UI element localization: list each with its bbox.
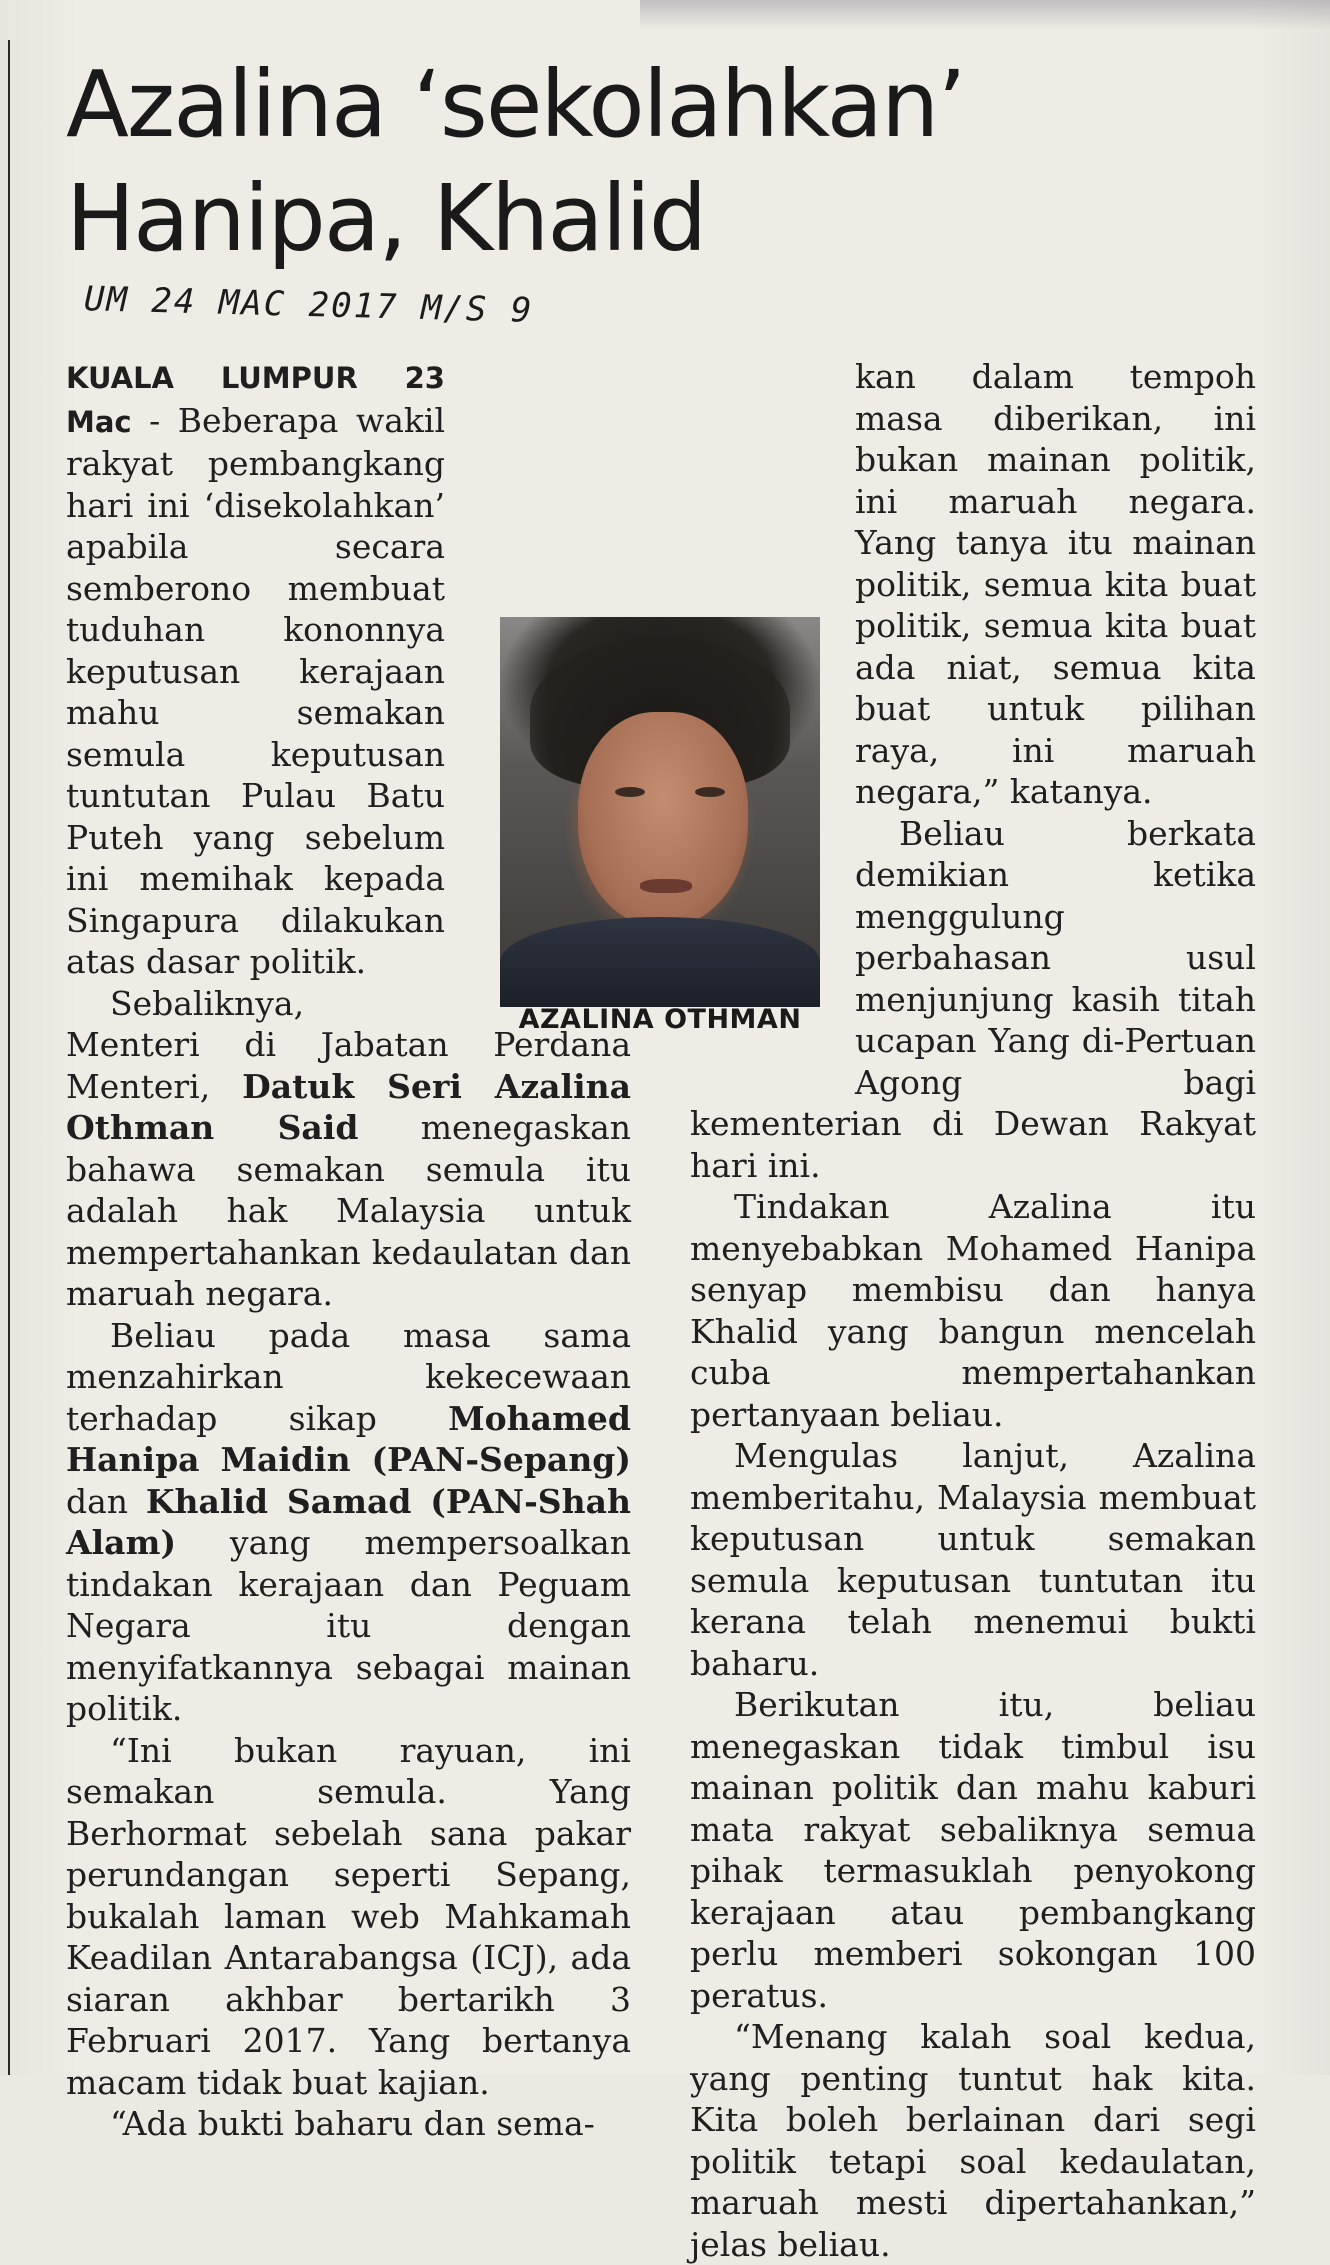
adjacent-page-bleed	[640, 0, 1330, 30]
photo-mouth	[640, 879, 692, 893]
photo-caption: AZALINA OTHMAN	[518, 1004, 802, 1035]
paragraph-6: Beliau berkata demikian ketika menggulung perbahasan usul menjunjung kasih titah ucapan Yang di-Pertuan Agong bagi kementerian di Dewan Rakyat hari ini.	[690, 813, 1256, 1185]
person-name-hanipa: Mohamed Hanipa Maidin (PAN-Sepang)	[66, 1398, 631, 1479]
paragraph-9: Berikutan itu, beliau menegaskan tidak timbul isu mainan politik dan mahu kaburi mata rakyat sebaliknya semua pihak termasuklah penyokong kerajaan atau pembangkang perlu memberi sokongan 100 peratus.	[690, 1685, 1256, 2015]
paragraph-5-start: “Ada bukti baharu dan sema-	[110, 2104, 595, 2143]
photo-face	[578, 712, 748, 927]
headline	[66, 48, 1066, 276]
headline-line-1: Azalina ‘sekolahkan’	[66, 51, 965, 158]
paragraph-3: Beliau pada masa sama menzahirkan kekecewaan terhadap sikap Mohamed Hanipa Maidin (PAN-Sepang) dan Khalid Samad (PAN-Shah Alam) yang mempersoalkan tindakan kerajaan dan Peguam Negara itu dengan menyifatkannya sebagai mainan politik.	[66, 1315, 631, 1728]
person-name-azalina: Datuk Seri Azalina Othman Said	[66, 1066, 631, 1147]
column-rule	[8, 40, 10, 2075]
paragraph-7: Tindakan Azalina itu menyebabkan Mohamed Hanipa senyap membisu dan hanya Khalid yang bangun mencelah cuba mempertahankan pertanyaan beliau.	[690, 1187, 1256, 1434]
paragraph-5-cont: kan dalam tempoh masa diberikan, ini bukan mainan politik, ini maruah negara. Yang tanya itu mainan politik, semua kita buat politik, semua kita buat ada niat, semua kita buat untuk pilihan raya, ini maruah negara,” katanya.	[855, 357, 1256, 811]
portrait-photo	[500, 617, 820, 990]
person-name-khalid: Khalid Samad (PAN-Shah Alam)	[66, 1481, 631, 1562]
paragraph-1: KUALA LUMPUR 23 Mac - Beberapa wakil rakyat pembangkang hari ini ‘disekolahkan’ apabila secara semberono membuat tuduhan kononnya keputusan kerajaan mahu semakan semula keputusan tuntutan Pulau Batu Puteh yang sebelum ini memihak kepada Singapura dilakukan atas dasar politik.	[66, 361, 445, 981]
photo-eye-left	[615, 787, 645, 797]
paragraph-2: Sebaliknya, Menteri di Jabatan Perdana Menteri, Datuk Seri Azalina Othman Said menegaskan bahawa semakan semula itu adalah hak Malaysia untuk mempertahankan kedaulatan dan maruah negara.	[66, 983, 631, 1313]
paragraph-10: “Menang kalah soal kedua, yang penting tuntut hak kita. Kita boleh berlainan dari segi politik tetapi soal kedaulatan, maruah mesti dipertahankan,” jelas beliau.	[690, 2017, 1256, 2264]
handwritten-source-note: UM 24 MAC 2017 M/S 9	[83, 279, 534, 331]
photo-shoulders	[500, 917, 820, 1007]
paragraph-4: “Ini bukan rayuan, ini semakan semula. Yang Berhormat sebelah sana pakar perundangan seperti Sepang, bukalah laman web Mahkamah Keadilan Antarabangsa (ICJ), ada siaran akhbar bertarikh 3 Februari 2017. Yang bertanya macam tidak buat kajian.	[66, 1730, 631, 2102]
headline-line-2: Hanipa, Khalid	[66, 165, 706, 272]
dateline: KUALA LUMPUR 23 Mac	[66, 361, 445, 439]
photo-eye-right	[695, 787, 725, 797]
paragraph-8: Mengulas lanjut, Azalina memberitahu, Malaysia membuat keputusan untuk semakan semula keputusan tuntutan itu kerana telah menemui bukti baharu.	[690, 1436, 1256, 1683]
